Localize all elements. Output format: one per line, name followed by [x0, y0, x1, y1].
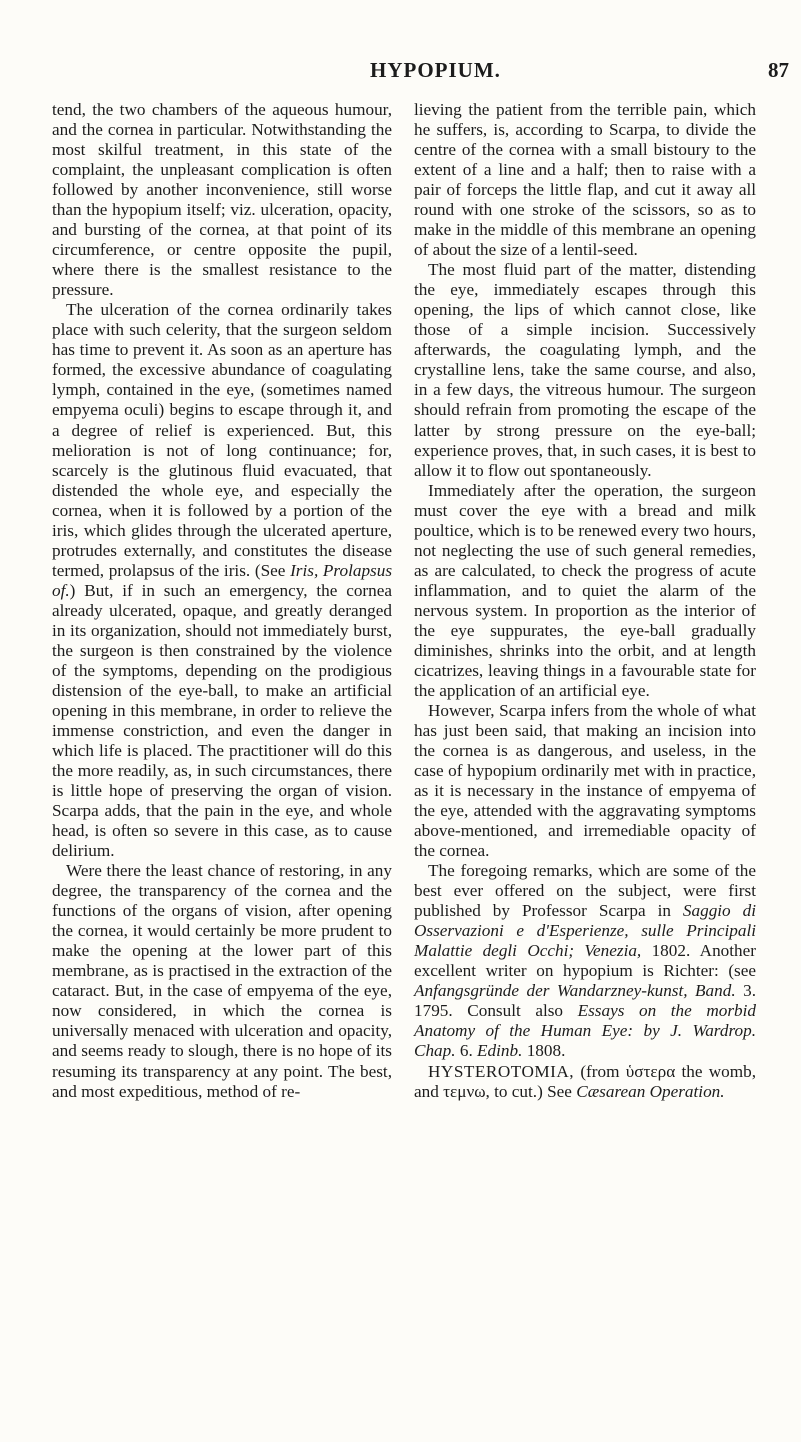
paragraph: The most fluid part of the matter, distending the eye, immediately escapes through this opening, the lips of which cannot close, like those of a simple incision. Successively afterwards, the coagulating lymph, and the crystalline lens, take the same course, and also, in a few days, the vitreous humour. The surgeon should refrain from promoting the escape of the latter by strong pressure on the eye-ball; experience proves, that, in such cases, it is best to allow it to flow out spontaneously.	[414, 260, 756, 480]
entry-headword: HYSTEROTOMIA,	[428, 1061, 575, 1081]
citation: Anfangsgründe der Wandarzney-kunst, Band.	[414, 981, 736, 1001]
text-run: The foregoing remarks, which are some of the best ever offered on the subject, were first published by Professor Scarpa in	[414, 861, 756, 921]
text-run: 1802. Another excellent writer on hypopium is Richter: (see	[414, 941, 756, 981]
cross-reference: Cæsarean Operation.	[576, 1081, 725, 1101]
paragraph	[52, 300, 392, 861]
citation: Saggio di Osservazioni e d'Esperienze, sulle Principali Malattie degli Occhi; Venezia,	[414, 901, 756, 961]
paragraph: tend, the two chambers of the aqueous humour, and the cornea in particular. Notwithstanding the most skilful treatment, in this state of the complaint, the unpleasant complication is often followed by another inconvenience, still worse than the hypopium itself; viz. ulceration, opacity, and bursting of the cornea, at that point of its circumference, or centre opposite the pupil, where there is the smallest resistance to the pressure.	[52, 100, 392, 300]
dictionary-entry	[414, 1062, 756, 1102]
left-column	[52, 100, 392, 1102]
paragraph	[414, 861, 756, 1061]
text-run: ) But, if in such an emergency, the cornea already ulcerated, opaque, and greatly deranged in its organization, should not immediately burst, the surgeon is then constrained by the violence of the symptoms, depending on the prodigious distension of the eye-ball, to make an artificial opening in this membrane, in order to relieve the immense constriction, and even the danger in which life is placed. The practitioner will do this the more readily, as, in such circumstances, there is little hope of preserving the organ of vision. Scarpa adds, that the pain in the eye, and whole head, is often so severe in this case, as to cause delirium.	[52, 580, 392, 861]
cross-reference: Iris, Prolapsus of.	[52, 560, 393, 600]
paragraph: lieving the patient from the terrible pain, which he suffers, is, according to Scarpa, to divide the centre of the cornea with a small bistoury to the extent of a line and a half; then to raise with a pair of forceps the little flap, and cut it away all round with one stroke of the scissors, so as to make in the middle of this membrane an opening of about the size of a lentil-seed.	[414, 100, 756, 260]
running-head	[0, 58, 801, 88]
paragraph: Were there the least chance of restoring, in any degree, the transparency of the cornea and the functions of the organs of vision, after opening the cornea, it would certainly be more prudent to make the opening at the lower part of this membrane, as is practised in the extraction of the cataract. But, in the case of empyema of the eye, now considered, in which the cornea is universally menaced with ulceration and opacity, and seems ready to slough, there is no hope of its resuming its transparency at any point. The best, and most expeditious, method of re-	[52, 861, 392, 1101]
citation: Edinb.	[477, 1041, 523, 1061]
paragraph: Immediately after the operation, the surgeon must cover the eye with a bread and milk poultice, which is to be renewed every two hours, not neglecting the use of such general remedies, as are calculated, to check the progress of acute inflammation, and to quiet the alarm of the nervous system. In proportion as the interior of the eye suppurates, the eye-ball gradually diminishes, shrinks into the orbit, and at length cicatrizes, leaving things in a favourable state for the application of an artificial eye.	[414, 480, 756, 700]
page-number: 87	[768, 58, 789, 82]
text-run: (from ὑστερα the womb, and τεμνω, to cut.) See	[414, 1061, 756, 1101]
text-run: 3. 1795. Consult also	[414, 981, 756, 1021]
right-column	[414, 100, 756, 1102]
text-run: 6.	[455, 1041, 478, 1061]
paragraph: However, Scarpa infers from the whole of what has just been said, that making an incision into the cornea is as dangerous, and useless, in the case of hypopium ordinarily met with in practice, as it is necessary in the instance of empyema of the eye, attended with the aggravating symptoms above-mentioned, and irremediable opacity of the cornea.	[414, 700, 756, 861]
text-run: The ulceration of the cornea ordinarily takes place with such celerity, that the surgeon seldom has time to prevent it. As soon as an aperture has formed, the excessive abundance of coagulating lymph, contained in the eye, (sometimes named empyema oculi) begins to escape through it, and a degree of relief is experienced. But, this melioration is not of long continuance; for, scarcely is the glutinous fluid evacuated, that distended the whole eye, and especially the cornea, when it is followed by a portion of the iris, which glides through the ulcerated aperture, protrudes externally, and constitutes the disease termed, prolapsus of the iris. (See	[52, 300, 392, 580]
text-run: 1808.	[522, 1041, 566, 1061]
running-title: HYPOPIUM.	[370, 58, 501, 82]
citation: Essays on the morbid Anatomy of the Human Eye: by J. Wardrop. Chap.	[414, 1001, 756, 1061]
